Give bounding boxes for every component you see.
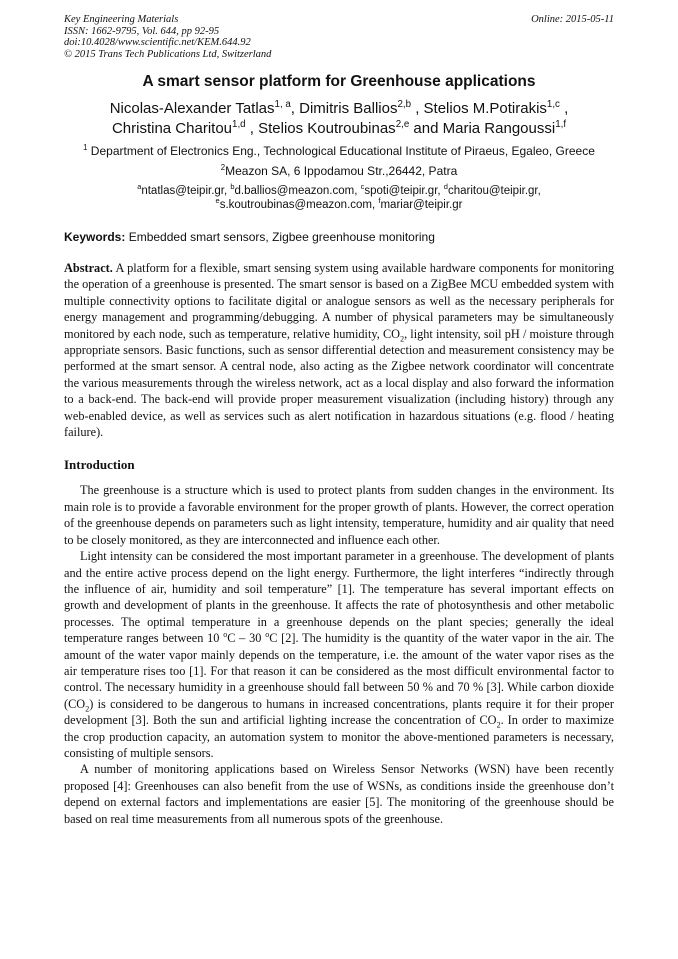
author-separator: and <box>409 120 443 137</box>
author-separator: , <box>559 100 569 117</box>
author-name: Dimitris Ballios <box>299 100 398 117</box>
introduction-paragraph-1: The greenhouse is a structure which is used to protect plants from sudden changes in the environment. Its main role is to provide a favorable environment for the proper growth of plants. However, the correct operation of the greenhouse depends on parameters such as light intensity, temperature, humidity and air quality that need to be closely monitored, as they are interconnected and influence each other. <box>64 483 614 547</box>
journal-copyright: © 2015 Trans Tech Publications Ltd, Switzerland <box>64 48 272 60</box>
subscript: 2 <box>400 334 405 344</box>
email-address: spoti@teipir.gr, <box>364 185 444 197</box>
degree-superscript: o <box>265 630 270 640</box>
keywords <box>64 230 614 244</box>
subscript: 2 <box>85 704 90 714</box>
affiliation-marker: 2 <box>220 163 226 172</box>
journal-name: Key Engineering Materials <box>64 14 179 25</box>
journal-issn: ISSN: 1662-9795, Vol. 644, pp 92-95 <box>64 25 220 37</box>
abstract <box>64 260 614 440</box>
author-marker: 1, a <box>274 99 291 110</box>
affiliation-text: Meazon SA, 6 Ippodamou Str.,26442, Patra <box>225 164 458 178</box>
paragraph-text: Light intensity can be considered the most important parameter in a greenhouse. The development of plants and the entire active process depend on the light energy. Furthermore, the light interferes “indirectly through the influence of air, humidity and soil temperature” [1]. The temperature has several important effects on growth and development of plants in the greenhouse. It affects the rate of photosynthesis and other metabolic processes. The optimal temperature in a greenhouse depends on the plant species; generally the ideal temperature ranges between 10 <box>64 549 614 646</box>
email-address: s.koutroubinas@meazon.com, <box>219 199 379 211</box>
abstract-label: Abstract. <box>64 261 113 275</box>
journal-header <box>64 14 614 60</box>
paper-title: A smart sensor platform for Greenhouse applications <box>142 73 536 90</box>
email-marker: a <box>137 182 142 192</box>
author-name: Christina Charitou <box>111 120 233 137</box>
email-address: charitou@teipir.gr, <box>447 185 541 197</box>
email-marker: c <box>360 182 365 192</box>
author-separator: , <box>245 120 259 137</box>
keywords-label: Keywords: <box>64 230 126 244</box>
paragraph-text: ) is considered to be dangerous to humans in increased concentrations, plants require it for their proper development [3]. Both the sun and artificial lighting increase the concentration of CO <box>64 696 614 728</box>
email-marker: d <box>443 182 448 192</box>
author-marker: 1,f <box>555 119 567 130</box>
paragraph-text: C – 30 <box>227 631 266 646</box>
author-list <box>64 99 614 139</box>
keywords-text: Embedded smart sensors, Zigbee greenhouse monitoring <box>125 230 435 244</box>
abstract-text: , light intensity, soil pH / moisture through appropriate sensors. Basic functions, such as sensor differential detection and measurement consistency may be performed at the smart sensor. A central node, also acting as the Zigbee network coordinator will concentrate the various measurements through the wireless network, act as a local display and also forward the information to a back-end. The back-end will provide proper measurement visualization (including history) through any web-enabled device, as well as services such as alert notification in hazardous situations (e.g. flood / heating failure). <box>64 326 614 440</box>
paragraph-text: C [2]. The humidity is the quantity of the water vapor in the air. The amount of the water vapor mainly depends on the temperature, i.e. the amount of the water vapor rises as the air temperature rises too [1]. For that reason it can be considered as the most difficult environmental factor to control. The necessary humidity in a greenhouse should fall between 50 % and 70 % [3]. While carbon dioxide (CO <box>64 631 615 711</box>
email-address: mariar@teipir.gr <box>380 199 463 211</box>
affiliation-1 <box>64 144 614 158</box>
online-date: Online: 2015-05-11 <box>531 14 614 25</box>
degree-superscript: o <box>223 630 228 640</box>
email-marker: f <box>378 196 381 206</box>
author-name: Stelios M.Potirakis <box>423 100 547 117</box>
email-address: ntatlas@teipir.gr, <box>141 185 231 197</box>
email-marker: e <box>215 196 220 206</box>
author-marker: 2,b <box>397 99 412 110</box>
section-heading-introduction: Introduction <box>64 457 135 473</box>
subscript: 2 <box>496 720 501 730</box>
affiliation-text: Department of Electronics Eng., Technological Educational Institute of Piraeus, Egaleo, Greece <box>87 144 595 158</box>
introduction-paragraph-3: A number of monitoring applications based on Wireless Sensor Networks (WSN) have been recently proposed [4]: Greenhouses can also benefit from the use of WSNs, as conditions inside the greenhouse don’t depend on external factors and implementations are easier [5]. The monitoring of the greenhouse should be based on real time measurements from all numerous spots of the greenhouse. <box>64 762 614 826</box>
author-separator: , <box>411 100 424 117</box>
email-marker: b <box>230 182 235 192</box>
journal-doi: doi:10.4028/www.scientific.net/KEM.644.92 <box>64 37 251 48</box>
email-address: d.ballios@meazon.com, <box>234 185 361 197</box>
author-marker: 2,e <box>395 119 410 130</box>
abstract-text: A platform for a flexible, smart sensing system using available hardware components for monitoring the operation of a greenhouse is presented. The smart sensor is based on a ZigBee MCU embedded system with multiple connectivity options to facilitate digital or analogue sensors as well as the necessary peripherals for energy management and programming/debugging. A number of physical parameters may be simultaneously monitored by each node, such as temperature, relative humidity, CO <box>64 261 614 341</box>
affiliation-marker: 1 <box>83 143 88 152</box>
paragraph-text: . In order to maximize the crop production capacity, an automation system to monitor the above-mentioned parameters is necessary, consisting of multiple sensors. <box>64 713 615 760</box>
author-marker: 1,d <box>232 119 246 130</box>
introduction-paragraph-2 <box>64 548 614 761</box>
author-marker: 1,c <box>546 99 560 110</box>
author-name: Stelios Koutroubinas <box>258 120 396 137</box>
author-separator: , <box>290 100 300 117</box>
author-name: Nicolas-Alexander Tatlas <box>109 100 275 117</box>
author-emails <box>64 184 614 212</box>
affiliation-2 <box>64 164 614 178</box>
author-name: Maria Rangoussi <box>442 120 556 137</box>
